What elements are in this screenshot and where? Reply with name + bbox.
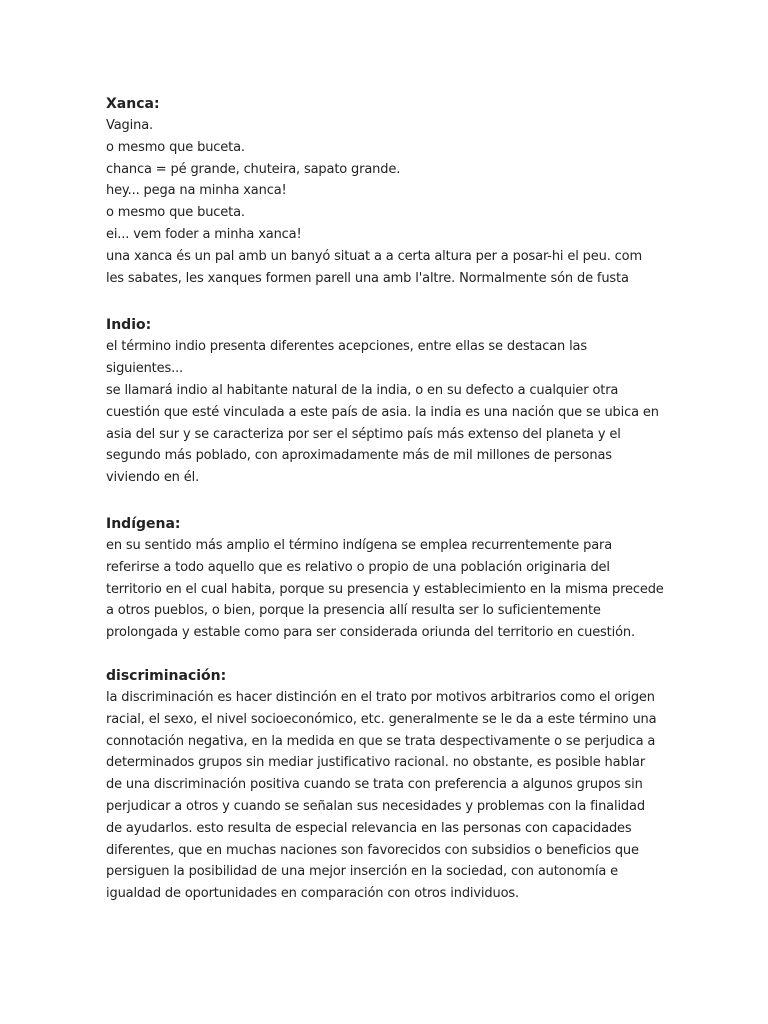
definition-line: les sabates, les xanques formen parell una amb l'altre. Normalmente són de fusta — [106, 270, 629, 286]
definition-line: asia del sur y se caracteriza por ser el séptimo país más extenso del planeta y el — [106, 426, 621, 442]
definition-line: siguientes... — [106, 361, 184, 377]
definition-line: diferentes, que en muchas naciones son favorecidos con subsidios o beneficios que — [106, 842, 639, 858]
term-heading: Indígena: — [106, 515, 181, 532]
definition-line: o mesmo que buceta. — [106, 205, 245, 221]
definition-line: territorio en el cual habita, porque su presencia y establecimiento en la misma precede — [106, 581, 664, 597]
definition-line: persiguen la posibilidad de una mejor inserción en la sociedad, con autonomía e — [106, 864, 619, 880]
definition-line: hey... pega na minha xanca! — [106, 183, 287, 199]
document-page — [106, 93, 746, 927]
entry-discriminacion — [106, 665, 746, 905]
definition-line: segundo más poblado, con aproximadamente más de mil millones de personas — [106, 448, 612, 464]
definition-line: se llamará indio al habitante natural de la india, o en su defecto a cualquier otra — [106, 382, 619, 398]
definition-line: chanca = pé grande, chuteira, sapato grande. — [106, 161, 401, 177]
definition-line: racial, el sexo, el nivel socioeconómico, etc. generalmente se le da a este término una — [106, 711, 657, 727]
definition-line: perjudicar a otros y cuando se señalan sus necesidades y problemas con la finalidad — [106, 798, 645, 814]
term-heading: discriminación: — [106, 667, 227, 684]
definition-line: igualdad de oportunidades en comparación con otros individuos. — [106, 886, 519, 902]
definition-line: Vagina. — [106, 118, 154, 133]
definition-line: en su sentido más amplio el término indígena se emplea recurrentemente para — [106, 537, 613, 553]
definition-line: viviendo en él. — [106, 470, 200, 486]
entry-indio — [106, 314, 746, 489]
definition-line: connotación negativa, en la medida en que se trata despectivamente o se perjudica a — [106, 733, 656, 749]
definition-line: la discriminación es hacer distinción en el trato por motivos arbitrarios como el origen — [106, 689, 655, 705]
definition-line: referirse a todo aquello que es relativo o propio de una población originaria del — [106, 559, 610, 575]
definition-line: prolongada y estable como para ser considerada oriunda del territorio en cuestión. — [106, 625, 635, 641]
definition-line: ei... vem foder a minha xanca! — [106, 226, 302, 242]
definition-line: de una discriminación positiva cuando se trata con preferencia a algunos grupos sin — [106, 777, 643, 793]
definition-line: el término indio presenta diferentes acepciones, entre ellas se destacan las — [106, 339, 588, 355]
definition-line: una xanca és un pal amb un banyó situat a a certa altura per a posar-hi el peu. com — [106, 248, 642, 264]
entry-indigena — [106, 513, 746, 644]
definition-line: o mesmo que buceta. — [106, 139, 245, 155]
term-heading: Indio: — [106, 317, 152, 334]
term-heading: Xanca: — [106, 96, 160, 112]
entry-xanca — [106, 93, 746, 289]
definition-line: a otros pueblos, o bien, porque la presencia allí resulta ser lo suficientemente — [106, 603, 601, 619]
definition-line: determinados grupos sin mediar justificativo racional. no obstante, es posible hablar — [106, 755, 646, 771]
definition-line: cuestión que esté vinculada a este país de asia. la india es una nación que se ubica en — [106, 404, 659, 420]
definition-line: de ayudarlos. esto resulta de especial relevancia en las personas con capacidades — [106, 820, 632, 836]
